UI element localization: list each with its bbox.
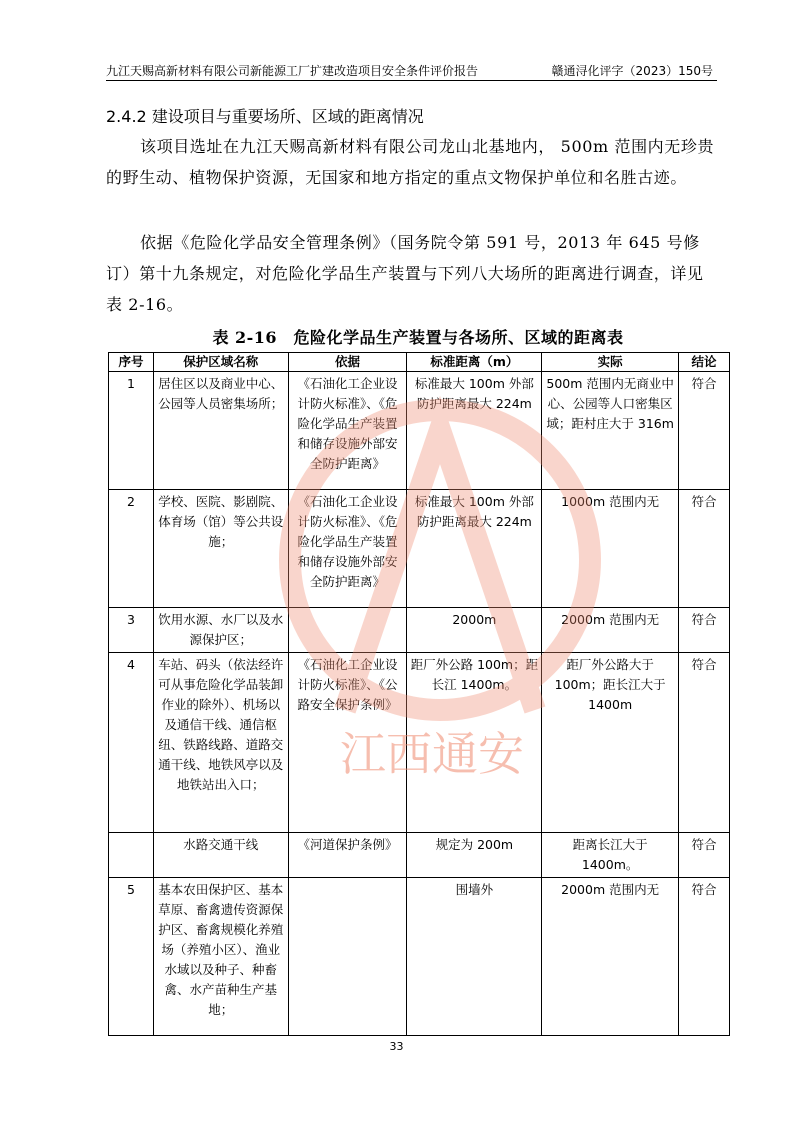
- cell-standard: 标准最大 100m 外部防护距离最大 224m: [407, 490, 542, 608]
- distance-table: [108, 352, 730, 1036]
- cell-standard: 距厂外公路 100m；距长江 1400m。: [407, 653, 542, 833]
- paragraph-site-location: 该项目选址在九江天赐高新材料有限公司龙山北基地内， 500m 范围内无珍贵的野生动、植物保护资源，无国家和地方指定的重点文物保护单位和名胜古迹。: [106, 137, 715, 187]
- cell-actual: 距厂外公路大于 100m；距长江大于 1400m: [542, 653, 679, 833]
- section-title: 2.4.2 建设项目与重要场所、区域的距离情况: [106, 107, 424, 126]
- table-row: [109, 608, 730, 653]
- watermark-text: 江西通安: [340, 727, 524, 781]
- cell-no: 2: [109, 490, 154, 608]
- table-row: [109, 833, 730, 878]
- cell-result: 符合: [679, 608, 730, 653]
- cell-basis: 《石油化工企业设计防火标准》、《危险化学品生产装置和储存设施外部安全防护距离》: [288, 372, 407, 490]
- header-area: 保护区域名称: [153, 353, 288, 372]
- cell-no: 5: [109, 878, 154, 1036]
- header-basis: 依据: [288, 353, 407, 372]
- header-no: 序号: [109, 353, 154, 372]
- cell-area: 居住区以及商业中心、公园等人员密集场所；: [153, 372, 288, 490]
- cell-result: 符合: [679, 653, 730, 833]
- page-header: [106, 58, 717, 81]
- cell-basis: 《河道保护条例》: [288, 833, 407, 878]
- cell-actual: 2000m 范围内无: [542, 878, 679, 1036]
- cell-no: 3: [109, 608, 154, 653]
- cell-area: 水路交通干线: [153, 833, 288, 878]
- header-standard-distance: 标准距离（m）: [407, 353, 542, 372]
- cell-actual: 1000m 范围内无: [542, 490, 679, 608]
- cell-result: 符合: [679, 490, 730, 608]
- cell-area: 学校、医院、影剧院、体育场（馆）等公共设施；: [153, 490, 288, 608]
- cell-basis: 《石油化工企业设计防火标准》、《危险化学品生产装置和储存设施外部安全防护距离》: [288, 490, 407, 608]
- cell-basis: [288, 878, 407, 1036]
- cell-area: 车站、码头（依法经许可从事危险化学品装卸作业的除外）、机场以及通信干线、通信枢纽、铁路线路、道路交通干线、地铁风亭以及地铁站出入口；: [153, 653, 288, 833]
- header-actual: 实际: [542, 353, 679, 372]
- cell-area: 基本农田保护区、基本草原、畜禽遗传资源保护区、畜禽规模化养殖场（养殖小区）、渔业水域以及种子、种畜禽、水产苗种生产基地；: [153, 878, 288, 1036]
- cell-actual: 2000m 范围内无: [542, 608, 679, 653]
- cell-basis: [288, 608, 407, 653]
- table-row: [109, 372, 730, 490]
- cell-standard: 围墙外: [407, 878, 542, 1036]
- cell-no: 1: [109, 372, 154, 490]
- table-header-row: [109, 353, 730, 372]
- cell-result: 符合: [679, 878, 730, 1036]
- table-row: [109, 490, 730, 608]
- cell-no: 4: [109, 653, 154, 833]
- cell-standard: 标准最大 100m 外部防护距离最大 224m: [407, 372, 542, 490]
- table-row: [109, 878, 730, 1036]
- header-report-title: 九江天赐高新材料有限公司新能源工厂扩建改造项目安全条件评价报告: [106, 64, 479, 78]
- table-caption: 表 2-16 危险化学品生产装置与各场所、区域的距离表: [212, 328, 624, 347]
- cell-standard: 规定为 200m: [407, 833, 542, 878]
- cell-result: 符合: [679, 372, 730, 490]
- cell-result: 符合: [679, 833, 730, 878]
- cell-standard: 2000m: [407, 608, 542, 653]
- cell-basis: 《石油化工企业设计防火标准》、《公路安全保护条例》: [288, 653, 407, 833]
- paragraph-regulation-basis: 依据《危险化学品安全管理条例》（国务院令第 591 号，2013 年 645 号修订）第十九条规定，对危险化学品生产装置与下列八大场所的距离进行调查，详见表 2-16。: [106, 233, 704, 314]
- table-row: [109, 653, 730, 833]
- header-document-number: 赣通浔化评字（2023）150号: [551, 64, 713, 78]
- page-number: 33: [389, 1040, 404, 1053]
- header-result: 结论: [679, 353, 730, 372]
- cell-no: [109, 833, 154, 878]
- cell-area: 饮用水源、水厂以及水源保护区；: [153, 608, 288, 653]
- cell-actual: 500m 范围内无商业中心、公园等人口密集区域；距村庄大于 316m: [542, 372, 679, 490]
- cell-actual: 距离长江大于 1400m。: [542, 833, 679, 878]
